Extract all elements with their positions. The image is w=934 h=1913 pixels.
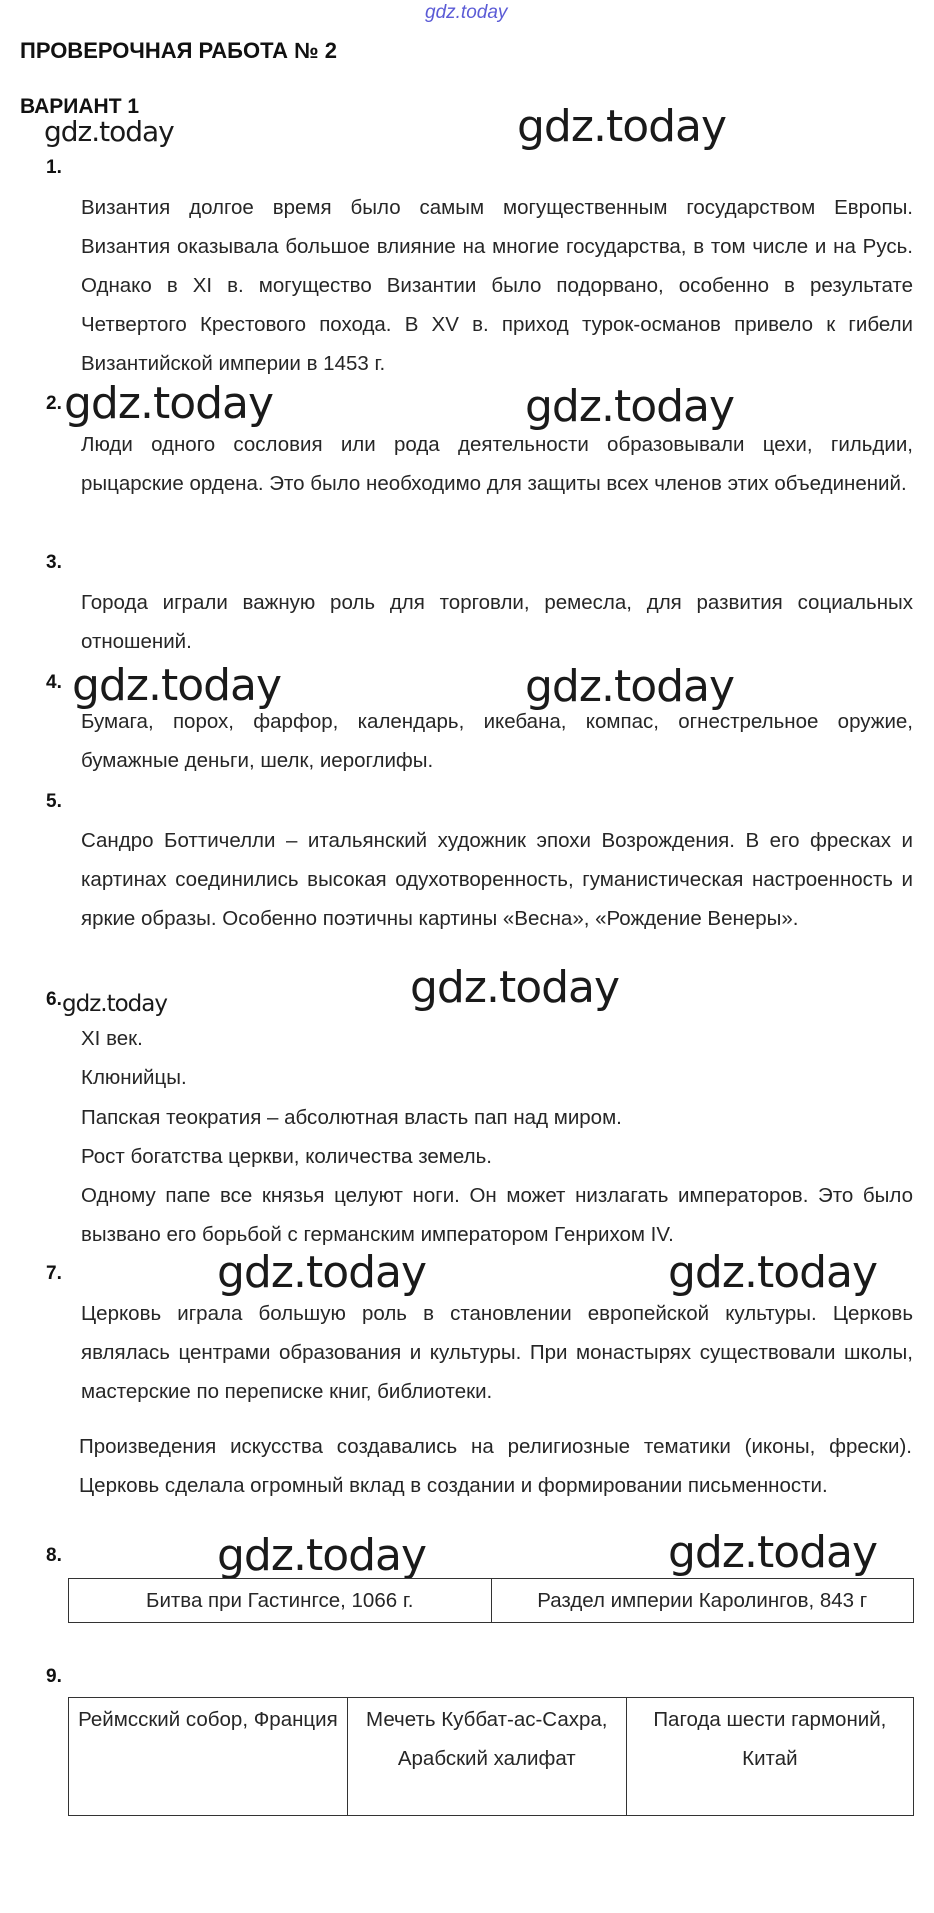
answer-text: Произведения искусства создавались на религиозные тематики (иконы, фрески). Церковь сделала огромный вклад в создании и формировании письменности. [79,1435,912,1497]
site-watermark: gdz.today [425,2,508,23]
answer-table [68,1697,914,1816]
answer-number: 5. [46,791,62,812]
answer-number: 1. [46,157,62,178]
table-cell: Раздел империи Каролингов, 843 г [491,1579,914,1623]
table-cell: Пагода шести гармоний, Китай [626,1698,913,1816]
watermark: gdz.today [44,115,174,148]
watermark: gdz.today [410,962,620,1013]
watermark: gdz.today [62,991,167,1017]
answer-text: Люди одного сословия или рода деятельности образовывали цехи, гильдии, рыцарские ордена. Это было необходимо для защиты всех членов этих объединений. [81,433,913,495]
watermark: gdz.today [217,1247,427,1298]
watermark: gdz.today [517,101,727,152]
table-cell: Реймсский собор, Франция [69,1698,348,1816]
answer-text: Византия долгое время было самым могущественным государством Европы. Византия оказывала большое влияние на многие государства, в том числе и на Русь. Однако в XI в. могущество Византии было подорвано, особенно в результате Четвертого Крестового похода. В XV в. приход турок-османов привело к гибели Византийской империи в 1453 г. [81,196,913,375]
answer-text: Города играли важную роль для торговли, ремесла, для развития социальных отношений. [81,591,913,653]
table-cell: Битва при Гастингсе, 1066 г. [69,1579,492,1623]
watermark: gdz.today [525,381,735,432]
answer-line: Клюнийцы. [81,1066,187,1089]
watermark: gdz.today [72,660,282,711]
watermark: gdz.today [668,1247,878,1298]
page-title: ПРОВЕРОЧНАЯ РАБОТА № 2 [20,38,338,63]
answer-text: Церковь играла большую роль в становлении европейской культуры. Церковь являлась центрами образования и культуры. При монастырях существовали школы, мастерские по переписке книг, библиотеки. [81,1302,913,1403]
answer-table [68,1578,914,1623]
answer-text: Одному папе все князья целуют ноги. Он может низлагать императоров. Это было вызвано его борьбой с германским императором Генрихом IV. [81,1184,913,1246]
answer-number: 9. [46,1666,62,1687]
answer-number: 3. [46,552,62,573]
answer-number: 8. [46,1545,62,1566]
answer-number: 4. [46,672,62,693]
table-cell: Мечеть Куббат-ас-Сахра, Арабский халифат [347,1698,626,1816]
answer-line: Рост богатства церкви, количества земель. [81,1145,492,1168]
answer-number: 7. [46,1263,62,1284]
answer-text: Бумага, порох, фарфор, календарь, икебана, компас, огнестрельное оружие, бумажные деньги, шелк, иероглифы. [81,710,913,772]
answer-line: XI век. [81,1027,143,1050]
watermark: gdz.today [525,661,735,712]
answer-number: 2. [46,393,62,414]
answer-text: Сандро Боттичелли – итальянский художник эпохи Возрождения. В его фресках и картинах соединились высокая одухотворенность, гуманистическая настроенность и яркие образы. Особенно поэтичны картины «Весна», «Рождение Венеры». [81,829,913,930]
variant-heading: ВАРИАНТ 1 [20,95,140,118]
answer-line: Папская теократия – абсолютная власть пап над миром. [81,1106,622,1129]
answer-number: 6. [46,989,62,1010]
watermark: gdz.today [668,1527,878,1578]
watermark: gdz.today [217,1530,427,1581]
watermark: gdz.today [64,378,274,429]
